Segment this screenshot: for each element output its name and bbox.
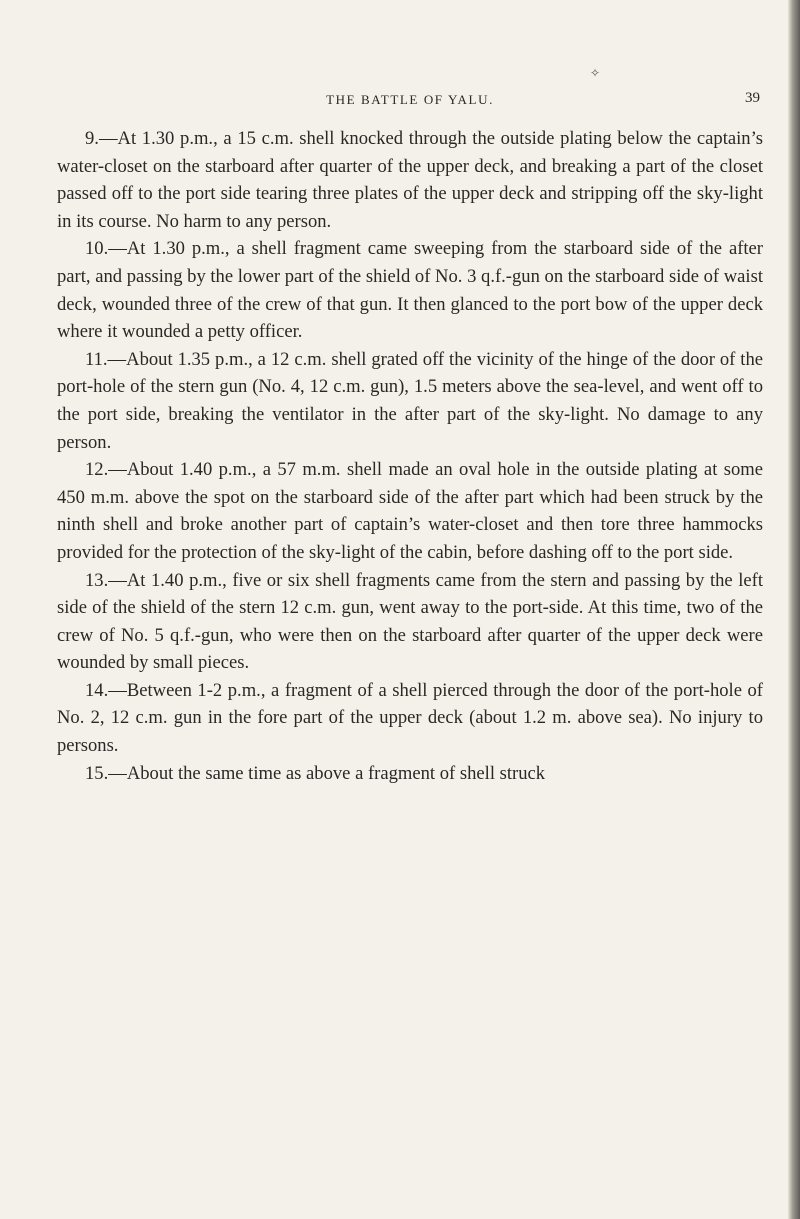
paragraph-12: 12.—About 1.40 p.m., a 57 m.m. shell made an oval hole in the outside plating at some 450 m.m. above the spot on the starboard side of the after part which had been struck by the ninth shell and broke another part of captain’s water-closet and then tore three hammocks provided for the protection of the sky-light of the cabin, before dashing off to the port side.	[57, 459, 763, 563]
page-number: 39	[745, 90, 760, 106]
page-edge-shadow	[788, 0, 800, 1219]
paragraph-14: 14.—Between 1-2 p.m., a fragment of a shell pierced through the door of the port-hole of No. 2, 12 c.m. gun in the fore part of the upper deck (about 1.2 m. above sea). No injury to persons.	[57, 679, 763, 757]
printer-mark: ✧	[590, 66, 601, 80]
paragraph-13: 13.—At 1.40 p.m., five or six shell fragments came from the stern and passing by the left side of the shield of the stern 12 c.m. gun, went away to the port-side. At this time, two of the crew of No. 5 q.f.-gun, who were then on the starboard after quarter of the upper deck were wounded by small pieces.	[57, 569, 763, 674]
page-header	[60, 88, 760, 118]
body-text	[57, 125, 763, 787]
paragraph-11: 11.—About 1.35 p.m., a 12 c.m. shell grated off the vicinity of the hinge of the door of the port-hole of the stern gun (No. 4, 12 c.m. gun), 1.5 meters above the sea-level, and went off to the port side, breaking the ventilator in the after part of the sky-light. No damage to any person.	[57, 348, 763, 453]
paragraph-9: 9.—At 1.30 p.m., a 15 c.m. shell knocked through the outside plating below the captain’s water-closet on the starboard after quarter of the upper deck, and breaking a part of the closet passed off to the port side tearing three plates of the upper deck and stripping off the sky-light in its course. No harm to any person.	[57, 128, 763, 232]
running-title: THE BATTLE OF YALU.	[326, 92, 494, 107]
paragraph-10: 10.—At 1.30 p.m., a shell fragment came sweeping from the starboard side of the after part, and passing by the lower part of the shield of No. 3 q.f.-gun on the starboard side of waist deck, wounded three of the crew of that gun. It then glanced to the port bow of the upper deck where it wounded a petty officer.	[57, 238, 763, 343]
paragraph-15: 15.—About the same time as above a fragment of shell struck	[85, 762, 546, 784]
